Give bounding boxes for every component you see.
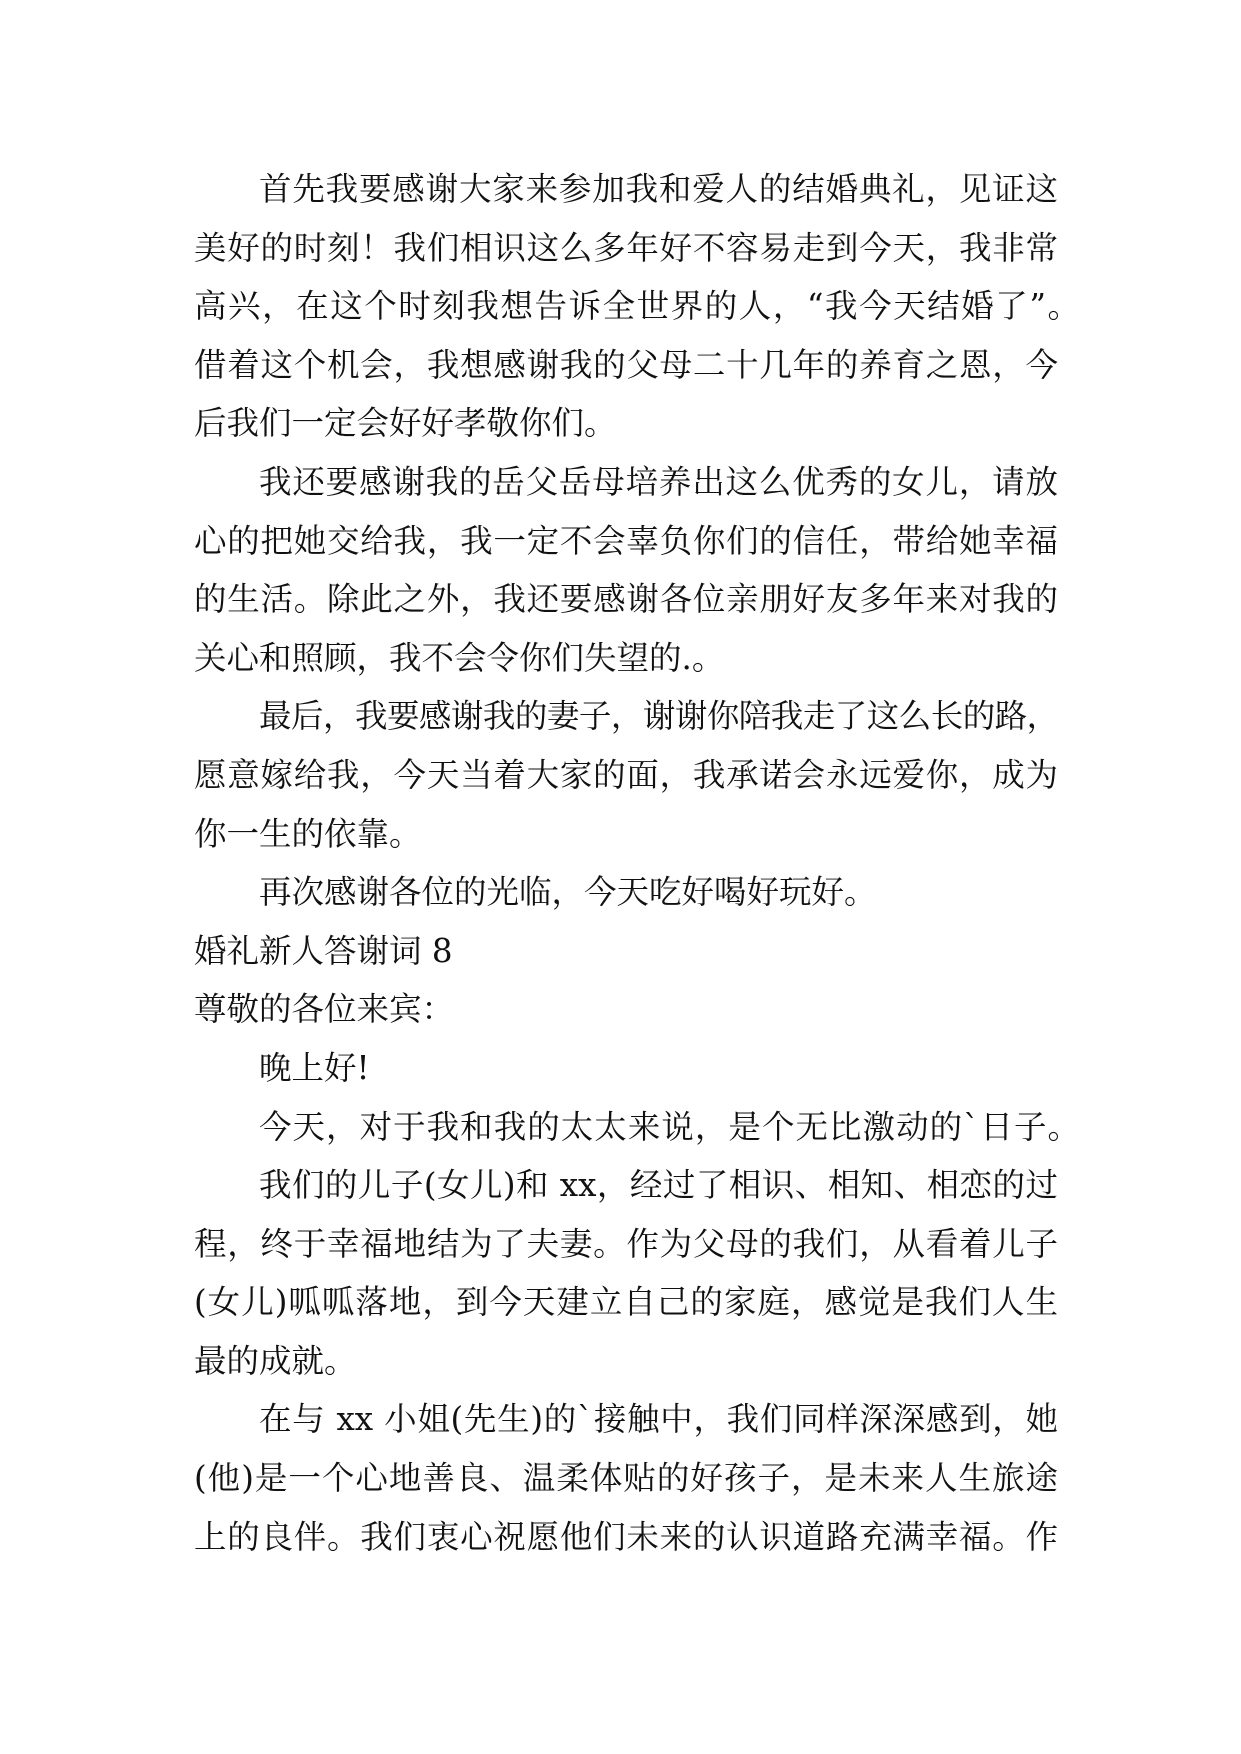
text-line: 的生活。除此之外，我还要感谢各位亲朋好友多年来对我的 [194, 580, 1058, 619]
text-line: 关心和照顾，我不会令你们失望的.。 [194, 638, 725, 677]
paragraph [194, 1156, 1058, 1390]
text-line: 美好的时刻！我们相识这么多年好不容易走到今天，我非常 [194, 228, 1058, 267]
text-line: 在与 xx 小姐(先生)的`接触中，我们同样深深感到，她 [259, 1400, 1058, 1439]
text-line: 首先我要感谢大家来参加我和爱人的结婚典礼，见证这 [259, 170, 1058, 208]
text-line: 愿意嫁给我，今天当着大家的面，我承诺会永远爱你，成为 [194, 755, 1058, 794]
paragraph [194, 1390, 1058, 1566]
salutation: 尊敬的各位来宾： [194, 990, 455, 1029]
document-body [194, 160, 1080, 1566]
text-line: 心的把她交给我，我一定不会辜负你们的信任，带给她幸福 [194, 521, 1058, 560]
greeting: 晚上好! [259, 1048, 370, 1087]
text-line: 上的良伴。我们衷心祝愿他们未来的认识道路充满幸福。作 [194, 1517, 1058, 1556]
text-line: 高兴，在这个时刻我想告诉全世界的人，“我今天结婚了”。 [194, 287, 1080, 326]
paragraph [194, 453, 1058, 687]
text-line: 借着这个机会，我想感谢我的父母二十几年的养育之恩，今 [194, 345, 1058, 384]
section-heading: 婚礼新人答谢词 8 [194, 931, 453, 970]
text-line: 程，终于幸福地结为了夫妻。作为父母的我们，从看着儿子 [194, 1224, 1058, 1263]
paragraph [194, 160, 1080, 453]
text-line: 最的成就。 [194, 1341, 357, 1380]
text-line: (女儿)呱呱落地，到今天建立自己的家庭，感觉是我们人生 [194, 1283, 1058, 1322]
paragraph [194, 687, 1058, 863]
paragraph [194, 863, 1058, 922]
text-line: 再次感谢各位的光临，今天吃好喝好玩好。 [259, 873, 877, 912]
text-line: 你一生的依靠。 [194, 814, 422, 853]
text-line: 后我们一定会好好孝敬你们。 [194, 404, 617, 443]
text-line: 我们的儿子(女儿)和 xx，经过了相识、相知、相恋的过 [259, 1166, 1058, 1205]
paragraph [194, 1098, 1080, 1157]
text-line: 我还要感谢我的岳父岳母培养出这么优秀的女儿，请放 [259, 462, 1058, 501]
text-line: 今天，对于我和我的太太来说，是个无比激动的`日子。 [259, 1107, 1080, 1146]
text-line: 最后，我要感谢我的妻子，谢谢你陪我走了这么长的路， [259, 697, 1058, 736]
text-line: (他)是一个心地善良、温柔体贴的好孩子，是未来人生旅途 [194, 1459, 1058, 1498]
